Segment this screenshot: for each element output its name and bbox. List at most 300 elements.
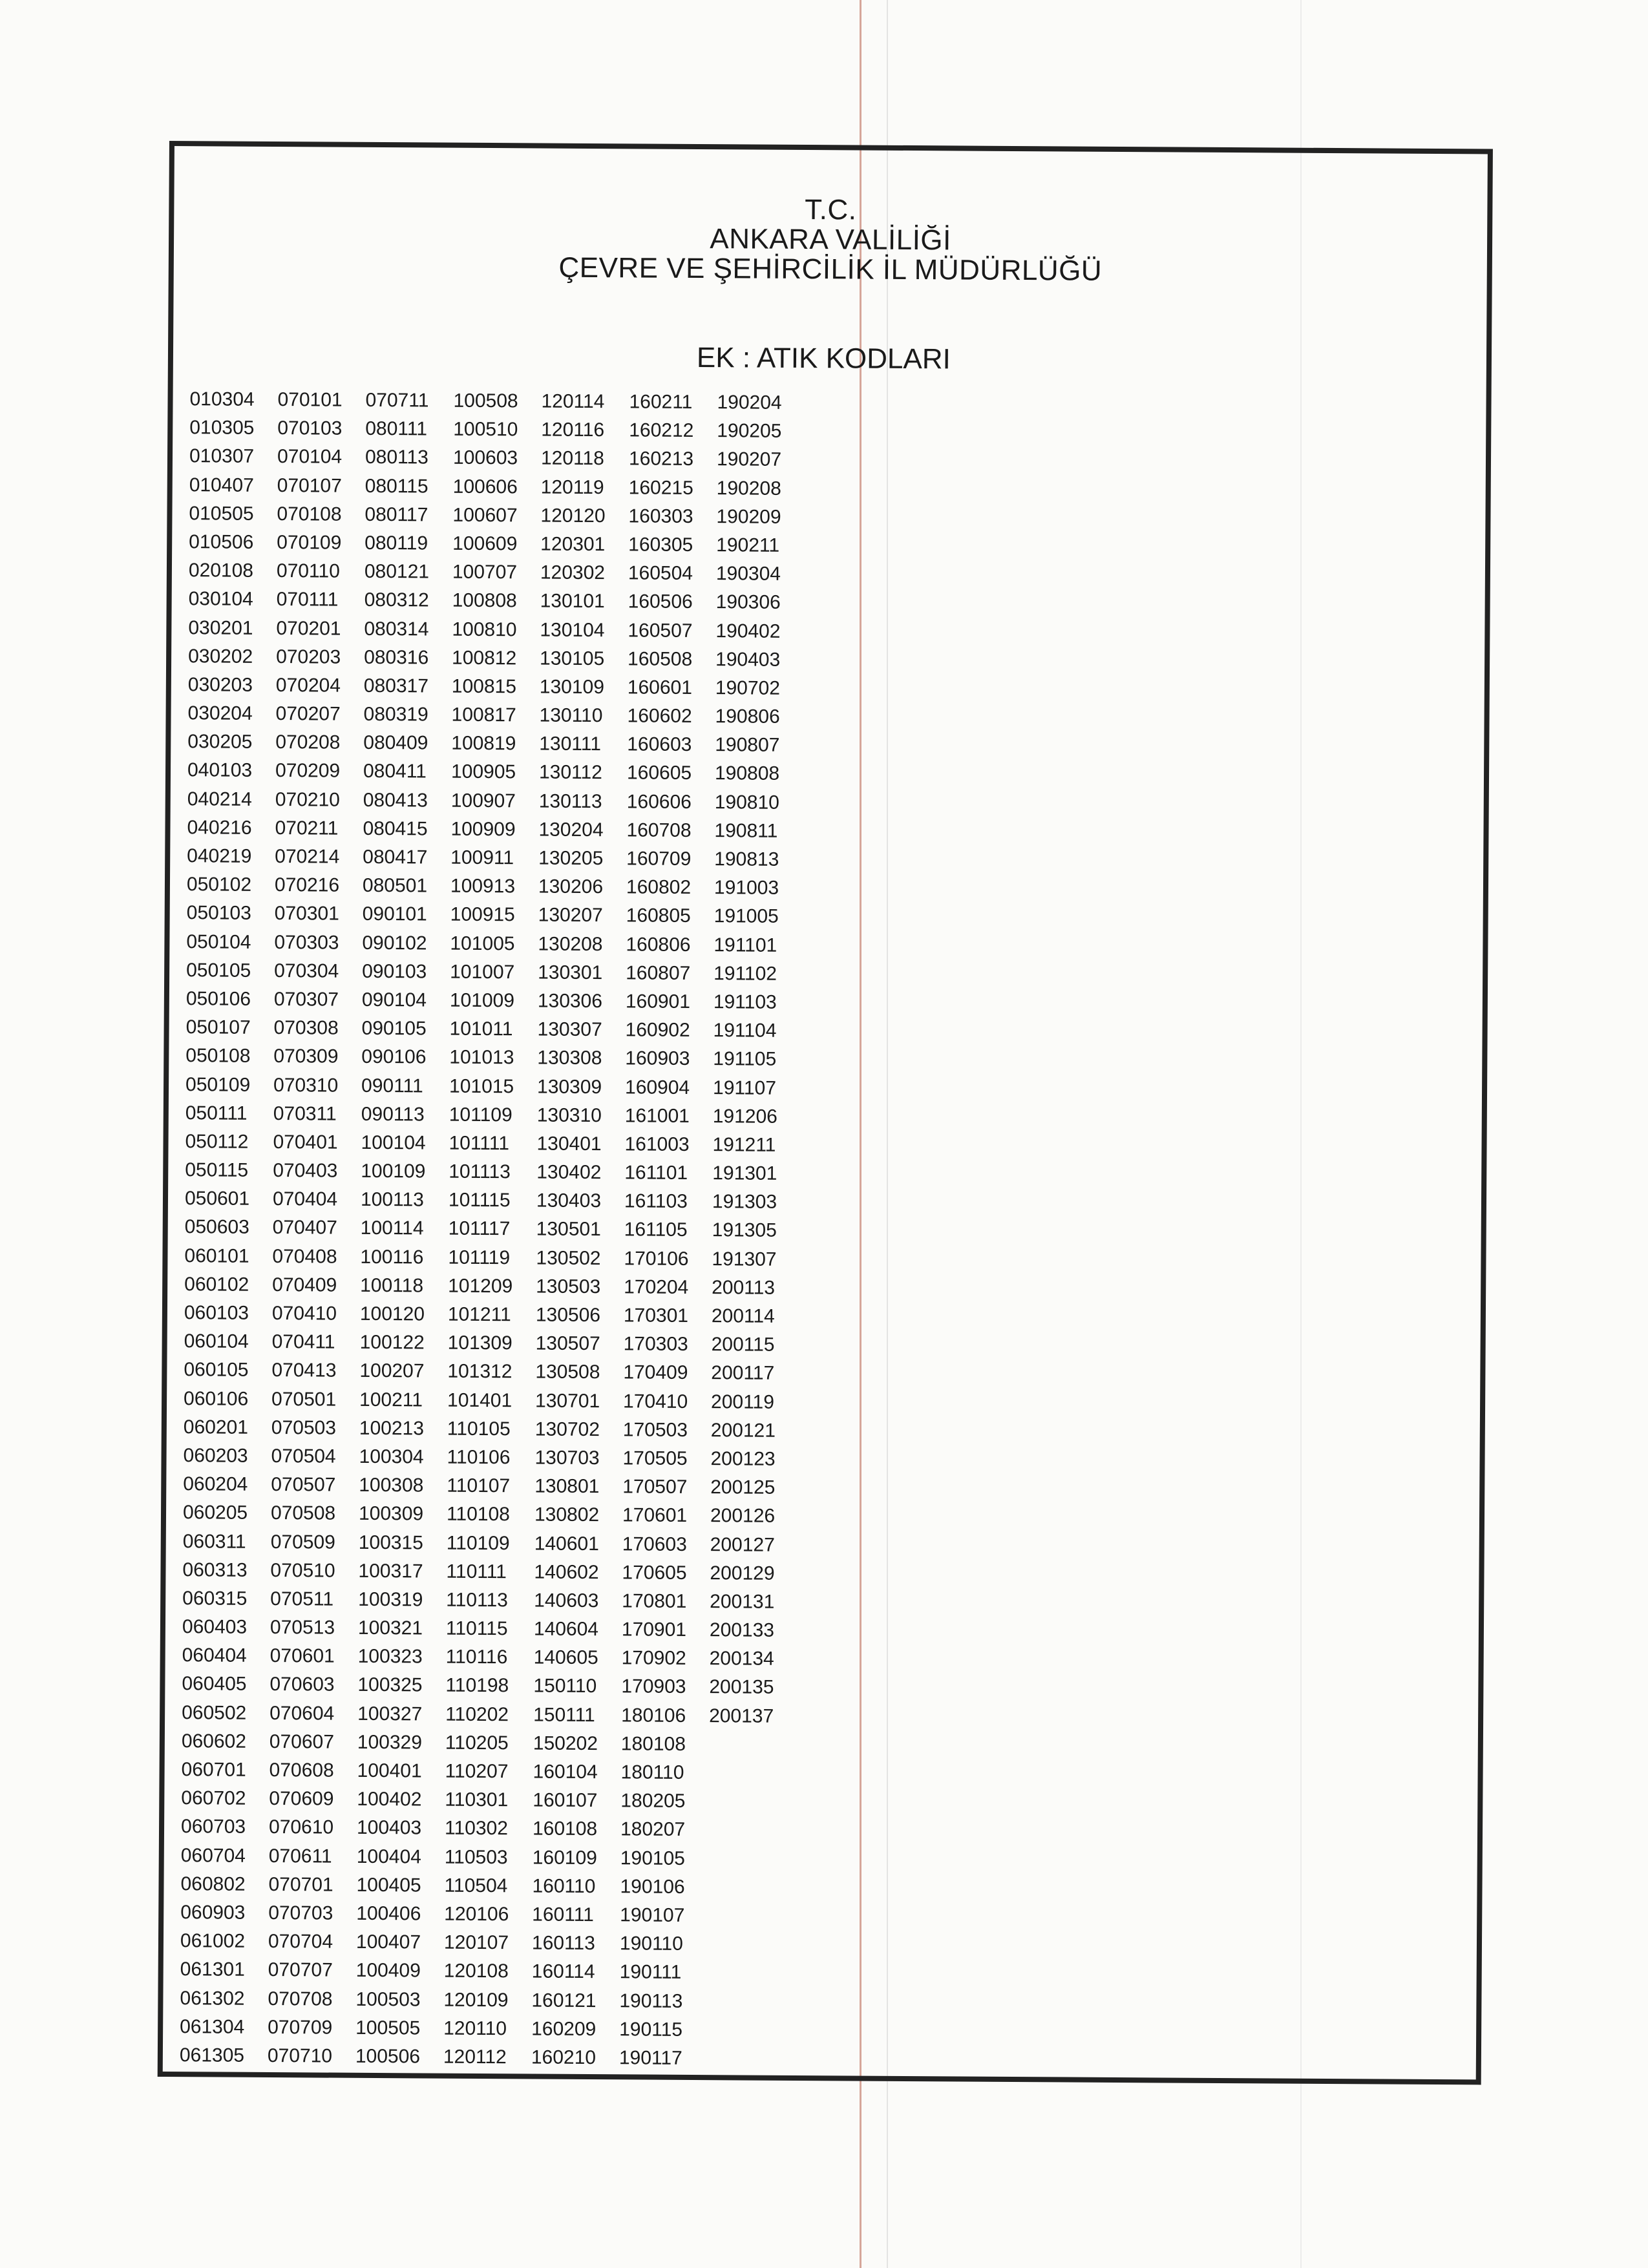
waste-code: 120302 [540,562,606,584]
waste-code: 101113 [449,1160,511,1183]
waste-code: 190117 [618,2047,682,2069]
waste-code: 200113 [712,1276,776,1299]
waste-code: 130101 [540,590,605,613]
waste-code: 130503 [536,1276,601,1297]
waste-code: 070110 [276,560,340,582]
waste-code: 060405 [182,1673,247,1696]
waste-code: 150202 [533,1732,598,1754]
waste-code: 060106 [184,1387,249,1410]
waste-code: 130309 [536,1076,602,1098]
waste-code: 070210 [275,788,340,811]
waste-code: 200115 [711,1334,775,1356]
waste-code: 100407 [355,1931,421,1953]
code-column [268,386,366,2071]
waste-code: 160506 [628,591,693,613]
waste-code: 050105 [186,959,251,982]
waste-code: 190113 [619,1990,683,2012]
waste-code: 191301 [712,1162,777,1184]
waste-code: 100315 [358,1531,423,1553]
waste-code: 200131 [710,1591,775,1613]
waste-code: 100402 [357,1789,422,1811]
waste-code: 070309 [273,1045,339,1067]
waste-code: 100120 [359,1303,425,1325]
waste-code: 070211 [275,817,339,839]
waste-code: 060502 [182,1701,247,1724]
waste-code: 050104 [186,930,251,953]
waste-code: 050107 [185,1016,251,1038]
waste-code: 191005 [713,905,779,928]
code-column [180,385,278,2070]
waste-code: 060602 [181,1730,247,1752]
waste-code: 070301 [274,903,339,925]
waste-code: 130307 [537,1018,602,1041]
waste-code: 070607 [269,1730,335,1753]
waste-code: 100409 [355,1960,421,1982]
waste-code: 190808 [714,762,780,785]
waste-code: 060802 [180,1873,246,1895]
waste-code: 190204 [717,392,782,414]
waste-code: 050601 [184,1188,250,1210]
waste-code: 070201 [276,617,341,640]
waste-code: 030205 [187,731,253,753]
waste-code: 190211 [716,534,780,556]
waste-code: 130105 [540,647,605,669]
waste-code: 101119 [448,1246,511,1268]
waste-code: 161103 [624,1190,688,1213]
waste-code: 090106 [361,1046,427,1068]
waste-code: 080121 [364,560,430,583]
waste-code: 120109 [443,1989,509,2011]
waste-code: 100104 [361,1131,426,1154]
waste-code: 070501 [271,1388,337,1411]
waste-code: 070303 [274,931,339,954]
waste-code: 030204 [187,702,253,724]
waste-code: 160210 [531,2046,597,2068]
waste-code: 100109 [361,1160,426,1182]
waste-code: 101309 [447,1332,512,1354]
waste-code: 170603 [622,1533,687,1555]
waste-code: 061002 [180,1930,246,1952]
waste-code: 090101 [362,903,427,925]
waste-code: 061301 [180,1958,245,1981]
waste-code: 070101 [277,389,343,411]
waste-code: 100317 [358,1560,423,1582]
waste-code: 100603 [452,447,518,469]
waste-code: 120116 [541,419,605,441]
waste-code: 170901 [621,1619,687,1641]
waste-code: 190810 [714,791,779,814]
waste-code: 190115 [619,2018,683,2041]
waste-code: 061304 [180,2015,245,2038]
waste-code: 170507 [622,1476,688,1498]
waste-code: 130301 [538,961,603,983]
header-line-tc: T.C. [805,194,857,226]
waste-code: 120114 [541,390,605,413]
waste-code: 130310 [536,1104,602,1126]
waste-code: 100403 [356,1817,422,1839]
waste-code: 100116 [360,1246,424,1268]
waste-code: 190105 [620,1847,685,1869]
waste-code: 191104 [713,1020,777,1042]
waste-code: 010407 [189,474,254,496]
waste-code: 190107 [620,1904,685,1926]
waste-code: 160902 [625,1019,690,1042]
waste-code: 200133 [709,1619,775,1641]
waste-code: 060903 [180,1902,246,1924]
waste-code: 160111 [532,1904,594,1926]
waste-code: 160904 [624,1076,690,1098]
waste-code: 161003 [624,1133,690,1155]
waste-code: 070209 [275,760,341,782]
waste-code: 160708 [626,819,692,841]
waste-code: 160806 [626,933,691,956]
waste-code: 080316 [364,646,429,669]
waste-code: 191303 [712,1191,777,1213]
waste-code: 160110 [532,1875,596,1897]
waste-code: 160213 [628,448,694,470]
waste-code: 100405 [356,1874,421,1896]
waste-code: 070207 [275,703,341,725]
waste-code: 140602 [534,1561,599,1583]
code-column [355,386,454,2072]
waste-code: 070707 [268,1959,333,1981]
waste-code: 110113 [446,1589,508,1612]
waste-code: 060315 [182,1588,248,1610]
waste-code: 070708 [268,1988,333,2010]
waste-code: 100309 [358,1503,424,1525]
waste-code: 170410 [622,1390,688,1412]
waste-code: 110116 [445,1646,508,1668]
waste-code: 070401 [273,1131,338,1153]
waste-code: 160107 [533,1789,598,1812]
waste-code: 080317 [363,675,429,697]
document-frame [158,141,1493,2084]
waste-code: 070109 [277,531,342,554]
waste-code: 160114 [531,1960,595,1983]
waste-code: 100915 [450,904,515,926]
waste-code: 070504 [271,1445,336,1467]
waste-code: 030104 [188,588,253,611]
waste-code: 191101 [713,934,777,956]
waste-code: 100808 [452,589,517,612]
waste-code: 070409 [272,1274,337,1296]
waste-code: 100321 [357,1617,423,1639]
waste-code: 050108 [185,1045,251,1067]
waste-code: 140603 [534,1590,599,1612]
waste-code: 100122 [359,1332,425,1354]
waste-code: 110108 [446,1503,511,1526]
waste-code: 170605 [622,1562,687,1584]
waste-code: 101111 [449,1132,510,1155]
waste-code: 130502 [536,1247,601,1269]
waste-code: 070510 [270,1559,335,1582]
waste-code: 101209 [448,1275,513,1297]
waste-code: 070413 [271,1360,337,1381]
waste-code: 010304 [189,388,255,410]
waste-code: 090105 [361,1017,427,1040]
waste-code: 110107 [447,1475,511,1497]
waste-code: 160215 [628,476,693,499]
waste-code: 060105 [184,1359,249,1381]
waste-code: 191305 [712,1219,777,1242]
waste-code: 200123 [710,1448,776,1470]
waste-code: 060201 [183,1416,249,1438]
waste-code: 110115 [445,1617,508,1640]
waste-code: 100406 [356,1902,421,1925]
waste-code: 180110 [620,1761,684,1783]
waste-code: 130207 [538,904,603,927]
waste-code: 110109 [446,1532,510,1554]
waste-code: 190403 [715,648,781,671]
waste-code: 070609 [269,1788,334,1810]
waste-code: 080415 [363,817,428,840]
waste-code: 070204 [275,674,341,697]
waste-code: 160603 [627,733,692,756]
waste-code: 040103 [187,759,253,782]
waste-code: 100905 [450,761,516,783]
waste-code: 080113 [364,446,429,468]
waste-code: 100304 [359,1445,424,1468]
waste-code: 130508 [535,1361,600,1383]
waste-code: 070503 [271,1416,337,1439]
waste-code: 070410 [271,1303,337,1325]
waste-code: 101115 [448,1189,511,1212]
waste-code: 200127 [710,1533,775,1556]
waste-code: 180108 [620,1733,686,1755]
waste-code: 200117 [711,1362,775,1385]
waste-code: 200121 [710,1419,776,1442]
waste-code: 190702 [715,677,781,699]
waste-code: 110106 [447,1446,511,1469]
waste-code: 110301 [445,1789,509,1811]
waste-code: 101005 [450,932,515,954]
waste-code: 130306 [537,990,603,1013]
code-column [443,387,542,2072]
waste-code: 130703 [534,1447,600,1469]
waste-code: 130402 [536,1161,602,1184]
waste-code: 100609 [452,532,518,555]
waste-code: 070710 [267,2044,333,2067]
waste-code: 160606 [626,790,692,813]
waste-code: 070704 [268,1931,333,1953]
waste-code: 110503 [444,1846,508,1868]
waste-code: 090113 [361,1103,425,1126]
waste-code: 200134 [709,1648,774,1670]
waste-code: 060701 [181,1759,246,1781]
waste-code: 070310 [273,1074,339,1097]
waste-code: 110105 [447,1418,511,1440]
waste-code: 110205 [445,1732,509,1754]
waste-code: 100327 [357,1703,423,1725]
waste-code: 130206 [538,876,604,898]
waste-code: 200114 [711,1305,775,1327]
waste-code: 170204 [624,1276,689,1298]
waste-code: 100606 [452,476,518,498]
waste-code: 100907 [450,790,516,812]
waste-code: 080411 [363,761,427,782]
waste-code: 100211 [359,1389,423,1411]
waste-code: 200126 [710,1505,776,1528]
waste-code: 160805 [626,905,691,927]
waste-code: 050603 [184,1216,249,1239]
waste-code: 120106 [444,1903,509,1926]
waste-code: 200137 [709,1705,774,1727]
waste-code: 190402 [715,620,781,642]
waste-code: 100404 [356,1845,421,1867]
waste-code: 190813 [714,848,779,870]
waste-code: 070104 [277,446,343,468]
waste-code: 101312 [447,1361,512,1383]
waste-code: 060311 [182,1530,246,1553]
waste-code: 170801 [622,1590,687,1612]
waste-code: 150111 [533,1704,595,1726]
waste-code: 130308 [537,1047,602,1069]
waste-code: 191107 [712,1076,777,1099]
waste-code: 170505 [622,1447,688,1469]
waste-code: 100707 [452,561,518,583]
waste-code: 130701 [535,1390,600,1412]
waste-code: 100325 [357,1674,423,1696]
waste-code: 060313 [182,1559,248,1581]
waste-code: 190304 [715,563,781,585]
waste-code: 191307 [712,1248,777,1270]
waste-code: 130401 [536,1133,602,1155]
waste-code: 050102 [186,874,252,896]
waste-code: 120108 [443,1960,509,1982]
waste-code: 160903 [625,1047,690,1070]
waste-code: 100323 [357,1646,423,1668]
waste-code: 070701 [268,1873,333,1896]
waste-code: 191206 [712,1105,778,1128]
waste-code: 161101 [624,1162,688,1184]
waste-code: 060203 [183,1445,248,1467]
waste-code: 070308 [273,1017,339,1039]
waste-code: 070407 [272,1217,337,1239]
waste-code: 200119 [710,1391,775,1413]
waste-code: 090102 [362,932,427,954]
waste-code: 101007 [450,961,515,983]
waste-code: 010506 [189,531,254,553]
waste-code: 010307 [189,445,255,468]
waste-code: 030202 [188,645,253,667]
waste-code: 170902 [621,1647,686,1670]
waste-code: 030203 [187,674,253,696]
waste-code: 190208 [716,477,781,499]
waste-code: 010305 [189,417,255,439]
waste-code: 070604 [269,1702,335,1725]
waste-code: 070304 [274,960,339,982]
waste-code: 060404 [182,1644,247,1667]
waste-code: 130109 [539,676,605,698]
waste-code: 070203 [276,646,341,668]
waste-code: 170303 [623,1333,688,1356]
waste-code: 060102 [184,1273,249,1296]
waste-code: 100213 [359,1417,425,1440]
waste-code: 070711 [365,389,429,412]
waste-code: 101109 [449,1104,512,1126]
annex-title: EK : ATIK KODLARI [696,341,951,375]
code-column [619,388,717,2073]
waste-code: 030201 [188,616,253,639]
waste-code: 190811 [714,819,778,842]
waste-code: 190111 [619,1961,682,1984]
waste-code: 120301 [540,533,606,556]
waste-code: 130110 [539,704,603,727]
waste-code: 180207 [620,1818,686,1841]
waste-code: 070709 [268,2016,333,2039]
waste-code: 160113 [531,1932,595,1955]
waste-code: 070507 [271,1474,336,1496]
waste-code: 190806 [715,706,780,728]
waste-code: 160104 [533,1761,598,1783]
header-line-governorship: ANKARA VALİLİĞİ [710,223,951,257]
waste-code: 200135 [709,1676,774,1699]
waste-code: 060703 [180,1816,246,1838]
waste-code: 100909 [450,818,516,841]
waste-code: 090104 [361,989,427,1011]
waste-code: 100113 [360,1189,424,1211]
waste-code: 120107 [443,1931,509,1954]
waste-code: 130501 [536,1218,601,1241]
waste-code: 100207 [359,1360,425,1382]
waste-code: 161001 [624,1105,690,1127]
waste-code: 080119 [364,532,428,554]
waste-code: 080314 [364,618,429,640]
code-column [707,388,805,2074]
waste-code: 070511 [270,1588,334,1610]
waste-code: 060205 [182,1502,248,1524]
waste-code: 070513 [269,1617,335,1639]
waste-code: 140604 [533,1618,599,1641]
waste-code: 100508 [453,390,518,412]
waste-code: 170301 [623,1305,689,1327]
waste-code: 161105 [624,1219,688,1241]
waste-code: 100819 [451,732,516,755]
waste-code: 101011 [449,1018,513,1040]
waste-code: 160901 [625,991,691,1013]
waste-code: 060103 [184,1302,249,1324]
document-header [174,191,1488,288]
waste-code: 070509 [270,1531,335,1553]
waste-code: 040216 [187,817,252,839]
waste-code: 160211 [629,391,693,413]
waste-code: 070403 [273,1160,338,1182]
waste-code: 110504 [444,1874,508,1896]
waste-code: 080115 [364,475,428,498]
waste-code: 160807 [626,962,691,984]
waste-code: 070214 [275,846,340,868]
waste-code: 160709 [626,848,692,870]
waste-code: 100911 [450,846,514,869]
waste-code: 040214 [187,788,252,810]
waste-code: 130112 [538,761,603,784]
waste-code: 190306 [715,591,781,614]
waste-code: 070216 [274,874,340,896]
waste-code: 080111 [365,418,428,440]
waste-code: 050112 [185,1131,249,1153]
waste-code: 130506 [535,1304,601,1327]
waste-code: 190106 [620,1876,685,1898]
waste-code: 130403 [536,1190,602,1212]
waste-code: 160802 [626,876,692,899]
waste-code: 060101 [184,1244,249,1267]
waste-code: 100114 [360,1217,424,1239]
waste-code: 170409 [623,1361,688,1384]
waste-code: 101211 [447,1303,511,1326]
waste-code: 200129 [710,1562,775,1584]
waste-code: 090103 [362,960,427,983]
waste-code: 050106 [185,988,251,1010]
